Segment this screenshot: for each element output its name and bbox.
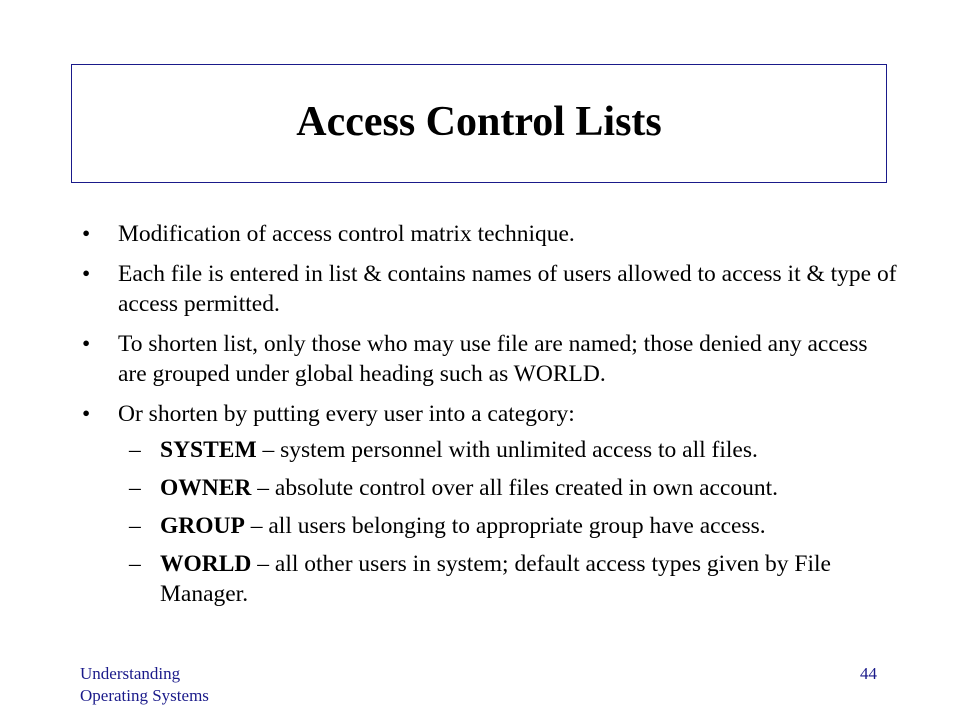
category-item-group [82, 511, 902, 541]
dash-icon: – [129, 475, 141, 501]
bullet-text: Or shorten by putting every user into a category: [118, 401, 575, 427]
category-term: WORLD [160, 551, 252, 577]
bullet-text: To shorten list, only those who may use file are named; those denied any access are grouped under global heading such as WORLD. [118, 331, 868, 387]
category-term: OWNER [160, 475, 252, 501]
title-frame [71, 64, 887, 183]
dash-icon: – [129, 437, 141, 463]
category-description: – absolute control over all files created in own account. [251, 475, 779, 501]
bullet-item [82, 259, 902, 319]
bullet-icon: • [82, 331, 91, 357]
category-term: SYSTEM [160, 437, 257, 463]
slide-title: Access Control Lists [296, 98, 662, 145]
category-description: – all users belonging to appropriate group have access. [244, 513, 766, 539]
category-term: GROUP [160, 513, 245, 539]
footer-book-title [80, 663, 209, 707]
category-item-system [82, 435, 902, 465]
footer-book-line: Operating Systems [80, 686, 209, 705]
bullet-item [82, 399, 902, 429]
page-number: 44 [860, 664, 877, 683]
dash-icon: – [129, 513, 141, 539]
bullet-list [82, 219, 902, 617]
category-list [82, 435, 902, 609]
category-list-container [82, 435, 902, 609]
bullet-icon: • [82, 401, 91, 427]
category-description: – system personnel with unlimited access to all files. [256, 437, 758, 463]
footer-book-line: Understanding [80, 664, 181, 683]
category-item-world [82, 549, 902, 609]
category-description: – all other users in system; default access types given by File Manager. [160, 551, 831, 607]
bullet-item [82, 329, 902, 389]
bullet-text: Modification of access control matrix technique. [118, 221, 575, 247]
bullet-icon: • [82, 261, 91, 287]
bullet-text: Each file is entered in list & contains names of users allowed to access it & type of access permitted. [118, 261, 897, 317]
bullet-icon: • [82, 221, 91, 247]
bullet-item [82, 219, 902, 249]
dash-icon: – [129, 551, 141, 577]
category-item-owner [82, 473, 902, 503]
